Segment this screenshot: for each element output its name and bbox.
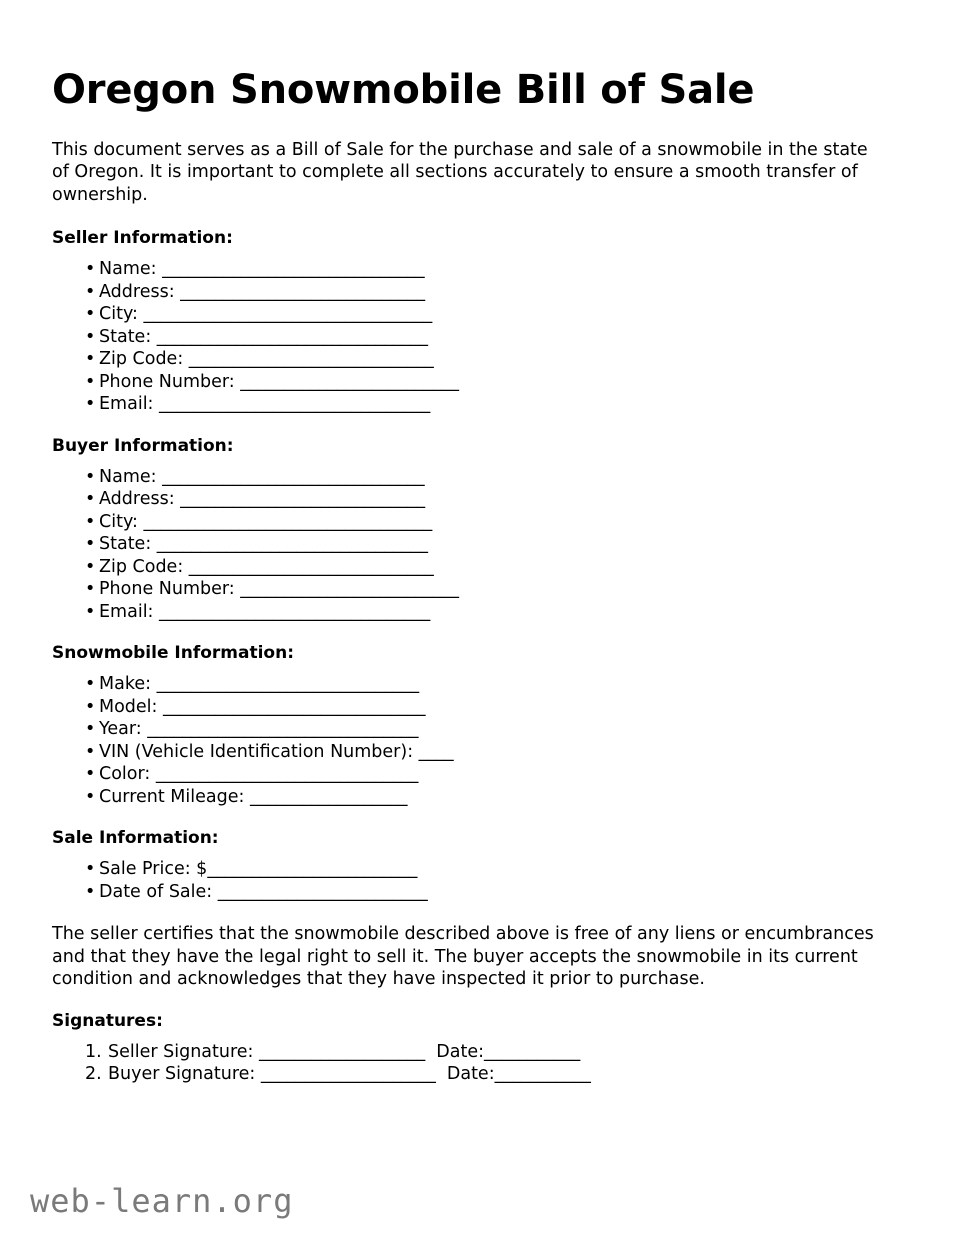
- list-item: [85, 696, 915, 719]
- field-blank-line[interactable]: _______________________________: [159, 394, 431, 415]
- field-label: Phone Number:: [99, 579, 241, 600]
- field-blank-line[interactable]: ____: [418, 741, 454, 762]
- site-watermark: web-learn.org: [30, 1182, 294, 1220]
- field-blank-line[interactable]: ______________________________: [163, 696, 426, 717]
- field-label: Zip Code:: [99, 556, 189, 577]
- field-label: Address:: [99, 489, 181, 510]
- buyer-information-field-list: [52, 466, 915, 624]
- field-blank-line[interactable]: _______________________________: [147, 719, 419, 740]
- list-item: [85, 511, 915, 534]
- list-item: [85, 881, 915, 904]
- list-item: [85, 466, 915, 489]
- list-item: [85, 371, 915, 394]
- field-label: City:: [99, 304, 144, 325]
- field-blank-line[interactable]: _______________________________: [159, 601, 431, 622]
- list-item: [85, 258, 915, 281]
- field-label: Phone Number:: [99, 371, 241, 392]
- sale-information-field-list: [52, 858, 915, 903]
- field-blank-line[interactable]: ________________________: [207, 859, 418, 880]
- field-label: Sale Price: $: [99, 859, 208, 880]
- list-item: [85, 578, 915, 601]
- list-item: [85, 533, 915, 556]
- field-blank-line[interactable]: ______________________________: [162, 466, 425, 487]
- field-blank-line[interactable]: ____________________________: [180, 489, 426, 510]
- field-blank-line[interactable]: _________________________: [240, 371, 459, 392]
- field-blank-line[interactable]: _________________________________: [143, 304, 433, 325]
- seller-information-heading: Seller Information:: [52, 228, 233, 249]
- signatures-section: [52, 1011, 915, 1086]
- list-item: [85, 1063, 915, 1086]
- field-blank-line[interactable]: _________________________: [240, 579, 459, 600]
- list-item: [85, 488, 915, 511]
- list-item: [85, 556, 915, 579]
- field-label: State:: [99, 534, 157, 555]
- field-label: Current Mileage:: [99, 786, 250, 807]
- signature-blank-line[interactable]: ____________________: [260, 1064, 436, 1085]
- signature-date-blank-line[interactable]: ___________: [494, 1064, 591, 1085]
- sale-information-heading: Sale Information:: [52, 828, 219, 849]
- list-item: [85, 601, 915, 624]
- signatures-heading: Signatures:: [52, 1010, 163, 1031]
- field-blank-line[interactable]: ______________________________: [156, 674, 420, 695]
- signature-list: [52, 1041, 915, 1086]
- snowmobile-information-heading: Snowmobile Information:: [52, 643, 295, 664]
- list-item: [85, 718, 915, 741]
- list-item: [85, 303, 915, 326]
- signature-blank-line[interactable]: ___________________: [259, 1041, 426, 1062]
- list-item: [85, 741, 915, 764]
- field-label: Email:: [99, 601, 160, 622]
- list-item: [85, 858, 915, 881]
- field-label: Make:: [99, 674, 157, 695]
- field-blank-line[interactable]: ________________________: [217, 881, 428, 902]
- field-label: State:: [99, 326, 157, 347]
- list-item: [85, 281, 915, 304]
- field-label: Date of Sale:: [99, 881, 218, 902]
- seller-information-field-list: [52, 258, 915, 416]
- list-item: [85, 1041, 915, 1064]
- field-label: Name:: [99, 259, 163, 280]
- field-blank-line[interactable]: ______________________________: [155, 764, 419, 785]
- field-blank-line[interactable]: ____________________________: [188, 556, 434, 577]
- intro-paragraph: This document serves as a Bill of Sale for the purchase and sale of a snowmobile in the state of Oregon. It is important to complete all sections accurately to ensure a smooth transfer of ownership.: [52, 139, 868, 205]
- field-label: Name:: [99, 466, 163, 487]
- field-label: Color:: [99, 764, 156, 785]
- field-label: Address:: [99, 281, 181, 302]
- field-label: Model:: [99, 696, 164, 717]
- signature-label: Seller Signature:: [108, 1041, 260, 1062]
- field-label: Year:: [99, 719, 148, 740]
- signature-label: Buyer Signature:: [108, 1064, 261, 1085]
- field-blank-line[interactable]: __________________: [249, 786, 408, 807]
- list-item: [85, 786, 915, 809]
- certification-paragraph: The seller certifies that the snowmobile described above is free of any liens or encumbrances and that they have the legal right to sell it. The buyer accepts the snowmobile in its current condition and acknowledges that they have inspected it prior to purchase.: [52, 924, 874, 990]
- field-blank-line[interactable]: ____________________________: [180, 281, 426, 302]
- list-item: [85, 348, 915, 371]
- buyer-information-heading: Buyer Information:: [52, 435, 234, 456]
- field-blank-line[interactable]: _______________________________: [156, 534, 429, 555]
- field-blank-line[interactable]: _______________________________: [156, 326, 429, 347]
- snowmobile-information-field-list: [52, 673, 915, 808]
- field-blank-line[interactable]: _________________________________: [143, 511, 433, 532]
- signature-date-blank-line[interactable]: ___________: [484, 1041, 581, 1062]
- field-blank-line[interactable]: ____________________________: [188, 349, 434, 370]
- field-label: City:: [99, 511, 144, 532]
- signature-date-label: Date:: [436, 1041, 484, 1062]
- signature-date-label: Date:: [446, 1064, 495, 1085]
- page-title: Oregon Snowmobile Bill of Sale: [52, 67, 755, 113]
- field-label: VIN (Vehicle Identification Number):: [99, 741, 419, 762]
- field-blank-line[interactable]: ______________________________: [162, 259, 425, 280]
- list-item: [85, 673, 915, 696]
- field-label: Email:: [99, 394, 160, 415]
- list-item: [85, 393, 915, 416]
- field-label: Zip Code:: [99, 349, 189, 370]
- list-item: [85, 763, 915, 786]
- list-item: [85, 326, 915, 349]
